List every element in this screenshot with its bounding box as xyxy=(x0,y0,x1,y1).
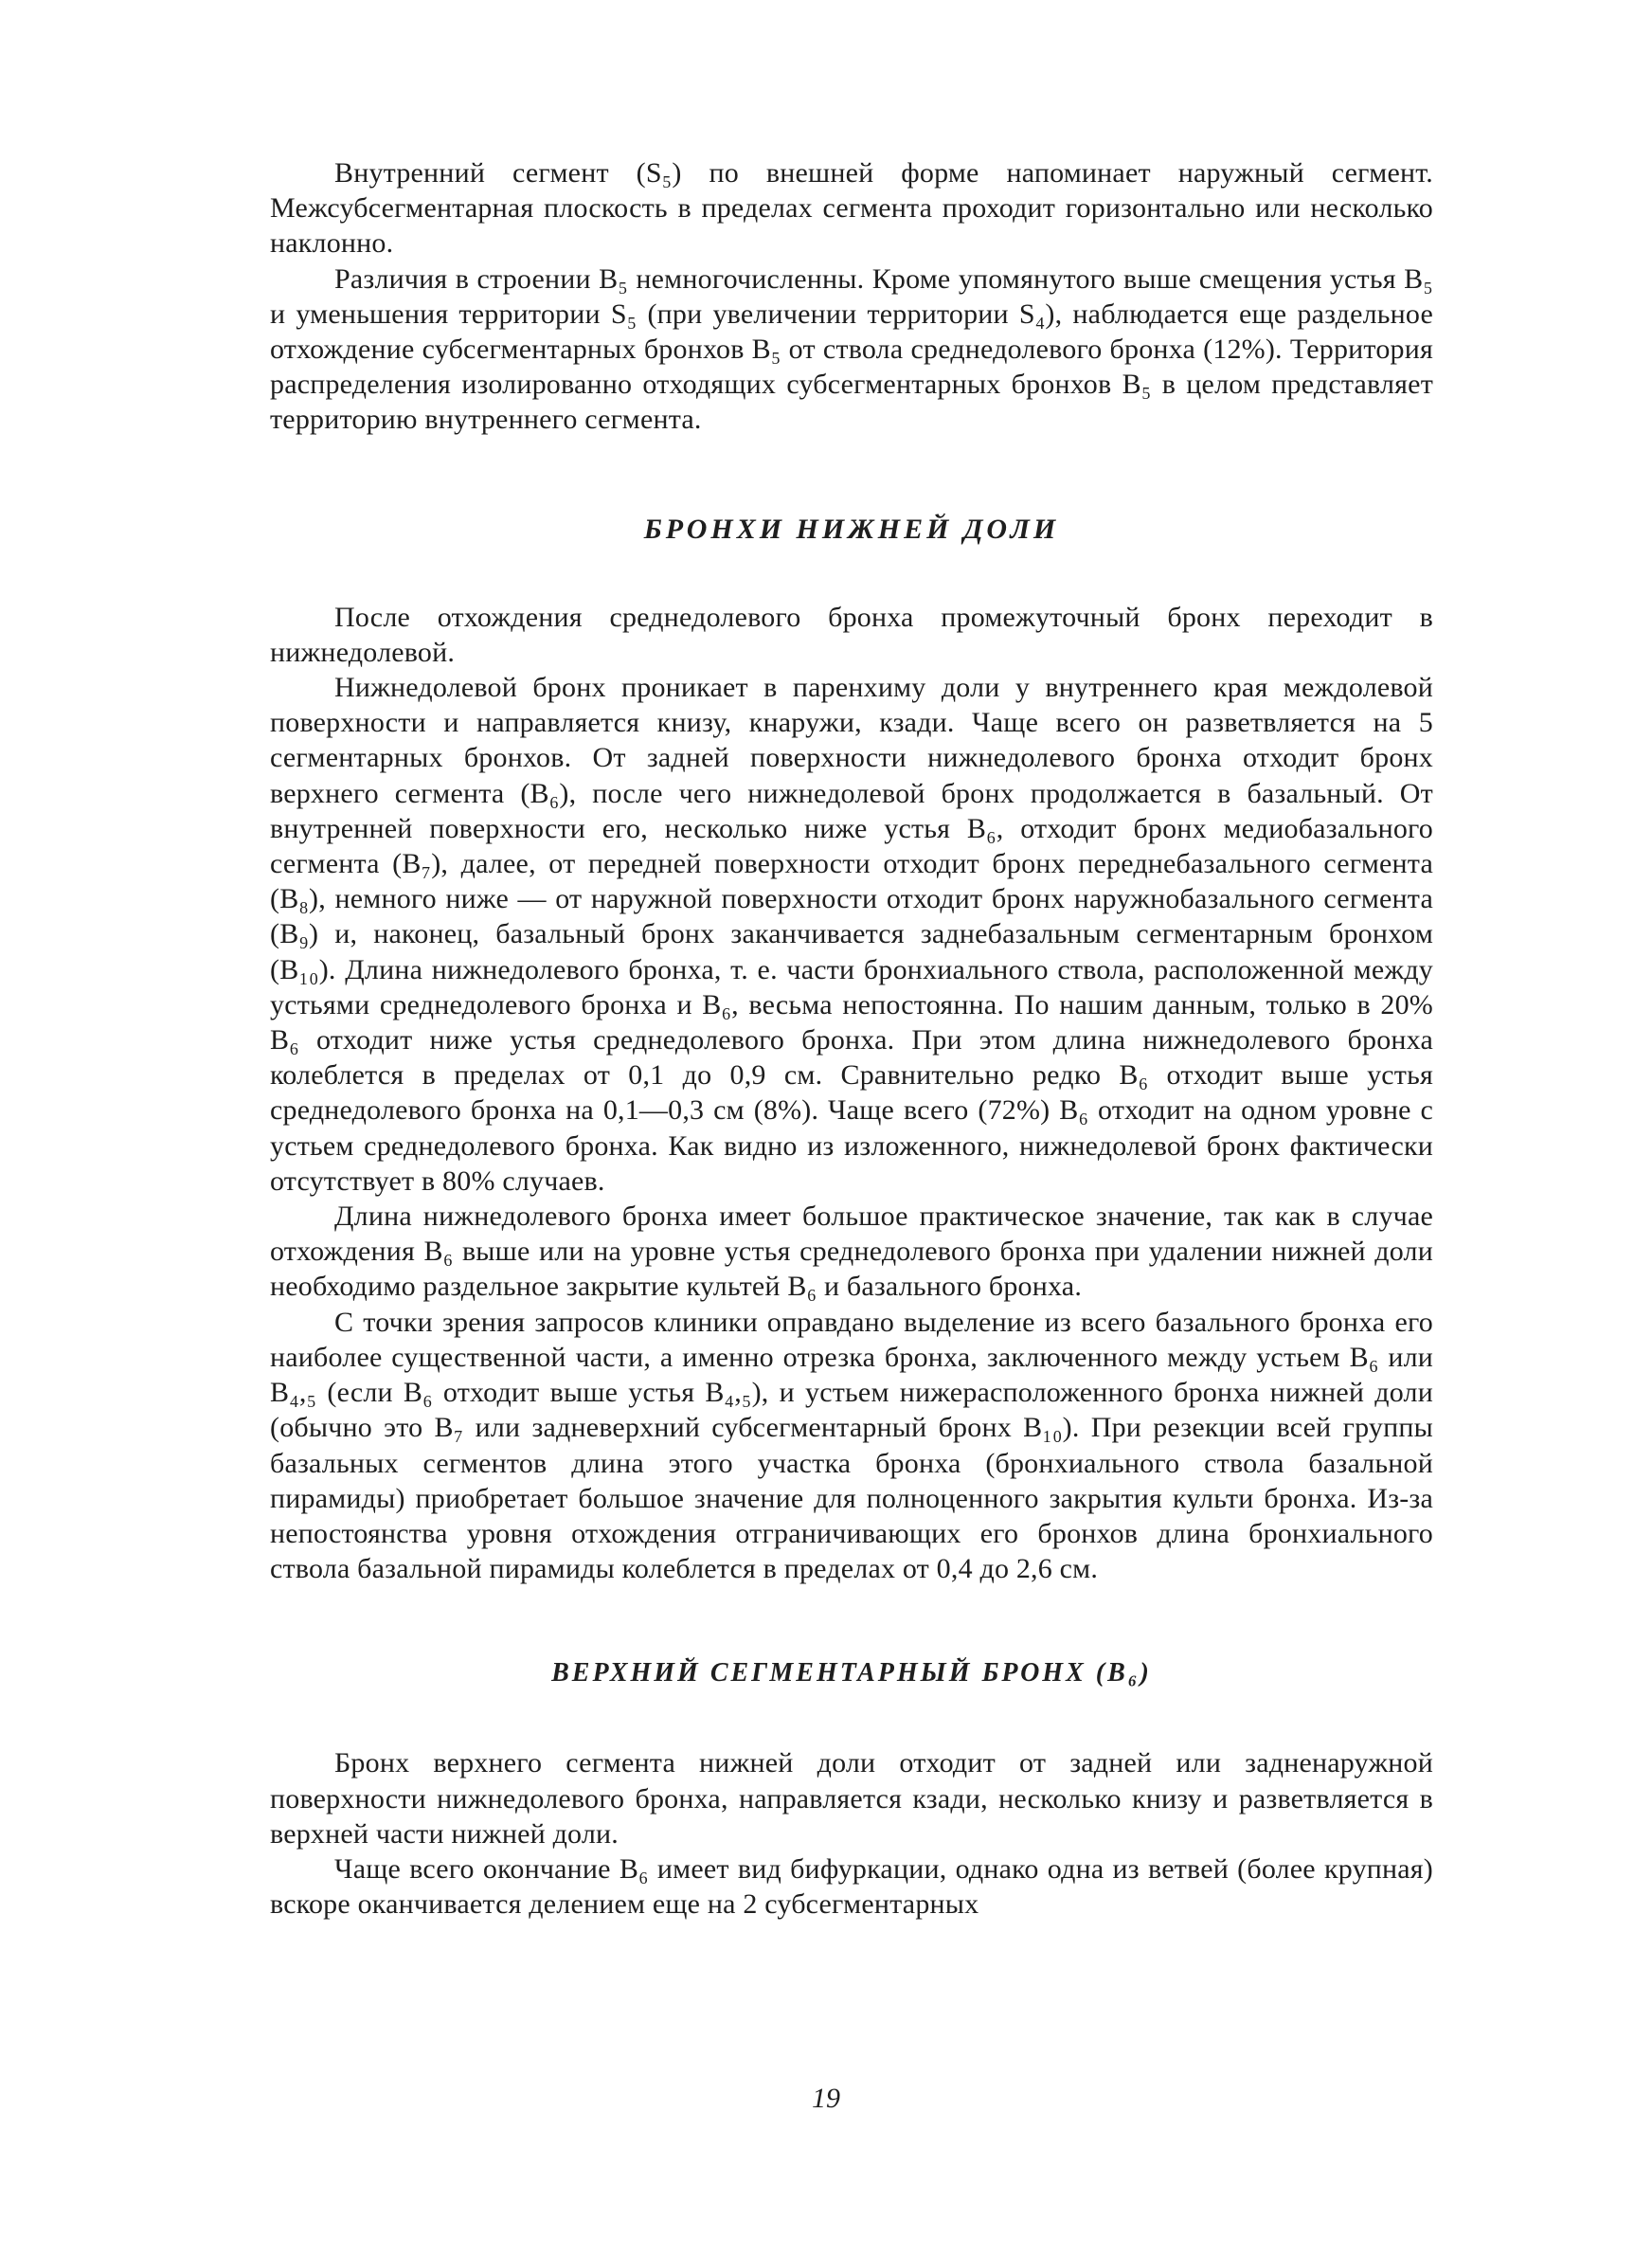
page-number: 19 xyxy=(812,2083,840,2114)
paragraph-basal-pyramid: С точки зрения запросов клиники оправдано выделение из всего базального бронха его наиболее существенной части, а именно отрезка бронха, заключенного между устьем B₆ или B₄,₅ (если B₆ отходит выше устья B₄,₅), и устьем нижерасположенного бронха нижней доли (обычно это B₇ или задневерхний субсегментарный бронх B₁₀). При резекции всей группы базальных сегментов длина этого участка бронха (бронхиального ствола базальной пирамиды) приобретает большое значение для полноценного закрытия культи бронха. Из-за непостоянства уровня отхождения отграничивающих его бронхов длина бронхиального ствола базальной пирамиды колеблется в пределах от 0,4 до 2,6 см. xyxy=(270,1306,1433,1585)
paragraph-length-significance: Длина нижнедолевого бронха имеет большое практическое значение, так как в случае отхождения B₆ выше или на уровне устья среднедолевого бронха при удалении нижней доли необходимо раздельное закрытие культей B₆ и базального бронха. xyxy=(270,1201,1433,1303)
paragraph-upper-segment-bronchus: Бронх верхнего сегмента нижней доли отходит от задней или задненаружной поверхности нижнедолевого бронха, направляется кзади, несколько книзу и разветвляется в верхней части нижней доли. xyxy=(270,1747,1433,1850)
page-body xyxy=(270,155,1433,1922)
paragraph-intermediate-bronchus: После отхождения среднедолевого бронха промежуточный бронх переходит в нижнедолевой. xyxy=(270,601,1433,668)
section-heading-lower-lobe: БРОНХИ НИЖНЕЙ ДОЛИ xyxy=(643,513,1060,545)
paragraph-b6-bifurcation: Чаще всего окончание B₆ имеет вид бифуркации, однако одна из ветвей (более крупная) вскоре оканчивается делением еще на 2 субсегментарных xyxy=(270,1852,1433,1921)
paragraph-inner-segment: Внутренний сегмент (S₅) по внешней форме напоминает наружный сегмент. Межсубсегментарная плоскость в пределах сегмента проходит горизонтально или несколько наклонно. xyxy=(270,157,1433,260)
paragraph-lower-lobe-bronchus: Нижнедолевой бронх проникает в паренхиму доли у внутреннего края междолевой поверхности и направляется книзу, кнаружи, кзади. Чаще всего он разветвляется на 5 сегментарных бронхов. От задней поверхности нижнедолевого бронха отходит бронх верхнего сегмента (B₆), после чего нижнедолевой бронх продолжается в базальный. От внутренней поверхности его, несколько ниже устья B₆, отходит бронх медиобазального сегмента (B₇), далее, от передней поверхности отходит бронх переднебазального сегмента (B₈), немного ниже — от наружной поверхности отходит бронх наружнобазального сегмента (B₉) и, наконец, базальный бронх заканчивается заднебазальным сегментарным бронхом (B₁₀). Длина нижнедолевого бронха, т. е. части бронхиального ствола, расположенной между устьями среднедолевого бронха и B₆, весьма непостоянна. По нашим данным, только в 20% B₆ отходит ниже устья среднедолевого бронха. При этом длина нижнедолевого бронха колеблется в пределах от 0,1 до 0,9 см. Сравнительно редко B₆ отходит выше устья среднедолевого бронха на 0,1—0,3 см (8%). Чаще всего (72%) B₆ отходит на одном уровне с устьем среднедолевого бронха. Как видно из изложенного, нижнедолевой бронх фактически отсутствует в 80% случаев. xyxy=(270,672,1433,1197)
paragraph-b5-differences: Различия в строении B₅ немногочисленны. Кроме упомянутого выше смещения устья B₅ и уменьшения территории S₅ (при увеличении территории S₄), наблюдается еще раздельное отхождение субсегментарных бронхов B₅ от ствола среднедолевого бронха (12%). Территория распределения изолированно отходящих субсегментарных бронхов B₅ в целом представляет территорию внутреннего сегмента. xyxy=(270,262,1433,436)
section-heading-upper-segment: ВЕРХНИЙ СЕГМЕНТАРНЫЙ БРОНХ (B₆) xyxy=(551,1658,1152,1688)
